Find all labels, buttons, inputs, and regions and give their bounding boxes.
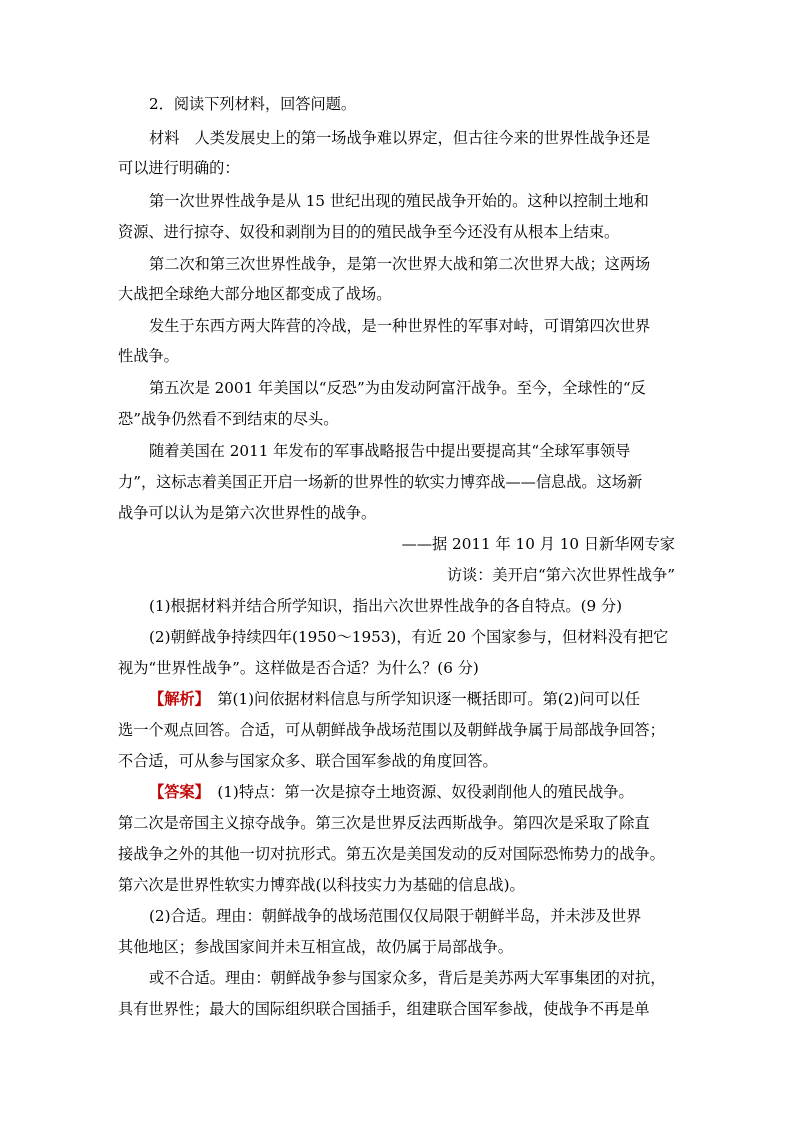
answer-line: 第二次是帝国主义掠夺战争。第三次是世界反法西斯战争。第四次是采取了除直 <box>118 814 650 832</box>
answer-line: 其他地区；参战国家间并未互相宣战，故仍属于局部战争。 <box>118 938 513 956</box>
answer-line: 或不合适。理由：朝鲜战争参与国家众多，背后是美苏两大军事集团的对抗， <box>149 969 666 987</box>
material-line: 发生于东西方两大阵营的冷战，是一种世界性的军事对峙，可谓第四次世界 <box>149 317 651 335</box>
material-line: 性战争。 <box>118 347 179 365</box>
material-line: 第二次和第三次世界性战争，是第一次世界大战和第二次世界大战；这两场 <box>149 255 651 273</box>
material-line: 恐”战争仍然看不到结束的尽头。 <box>118 410 339 428</box>
material-line: 可以进行明确的： <box>118 159 240 177</box>
analysis-line: 选一个观点回答。合适，可从朝鲜战争战场范围以及朝鲜战争属于局部战争回答； <box>118 721 665 739</box>
source-citation: ——据 2011 年 10 月 10 日新华网专家 <box>401 535 675 553</box>
answer-tag: 【答案】 <box>149 783 203 801</box>
material-line: 材料 人类发展史上的第一场战争难以界定，但古往今来的世界性战争还是 <box>149 129 651 147</box>
analysis-line <box>149 689 678 709</box>
material-line: 大战把全球绝大部分地区都变成了战场。 <box>118 285 392 303</box>
sub-question-2: (2)朝鲜战争持续四年(1950～1953)，有近 20 个国家参与，但材料没有把它 <box>149 628 669 646</box>
analysis-line: 不合适，可从参与国家众多、联合国军参战的角度回答。 <box>118 752 498 770</box>
sub-question-1: (1)根据材料并结合所学知识，指出六次世界性战争的各自特点。(9 分) <box>149 597 623 615</box>
answer-line <box>149 782 678 802</box>
answer-line: (2)合适。理由：朝鲜战争的战场范围仅仅局限于朝鲜半岛，并未涉及世界 <box>149 907 642 925</box>
material-line: 资源、进行掠夺、奴役和剥削为目的的殖民战争至今还没有从根本上结束。 <box>118 223 620 241</box>
analysis-text: 第(1)问依据材料信息与所学知识逐一概括即可。第(2)问可以任 <box>202 690 641 708</box>
answer-text: (1)特点：第一次是掠夺土地资源、奴役剥削他人的殖民战争。 <box>202 783 634 801</box>
answer-line: 接战争之外的其他一切对抗形式。第五次是美国发动的反对国际恐怖势力的战争。 <box>118 845 665 863</box>
source-citation: 访谈：美开启“第六次世界性战争” <box>446 566 675 584</box>
material-line: 第五次是 2001 年美国以“反恐”为由发动阿富汗战争。至今，全球性的“反 <box>149 379 646 397</box>
sub-question-2: 视为“世界性战争”。这样做是否合适？为什么？(6 分) <box>118 659 479 677</box>
material-line: 第一次世界性战争是从 15 世纪出现的殖民战争开始的。这种以控制土地和 <box>149 192 649 210</box>
material-line: 力”，这标志着美国正开启一场新的世界性的软实力博弈战——信息战。这场新 <box>118 473 643 491</box>
answer-line: 第六次是世界性软实力博弈战(以科技实力为基础的信息战)。 <box>118 876 525 894</box>
analysis-tag: 【解析】 <box>149 690 203 708</box>
question-title: 2．阅读下列材料，回答问题。 <box>149 95 357 113</box>
answer-line: 具有世界性；最大的国际组织联合国插手，组建联合国军参战，使战争不再是单 <box>118 1000 650 1018</box>
material-line: 战争可以认为是第六次世界性的战争。 <box>118 504 377 522</box>
material-line: 随着美国在 2011 年发布的军事战略报告中提出要提高其“全球军事领导 <box>149 442 631 460</box>
